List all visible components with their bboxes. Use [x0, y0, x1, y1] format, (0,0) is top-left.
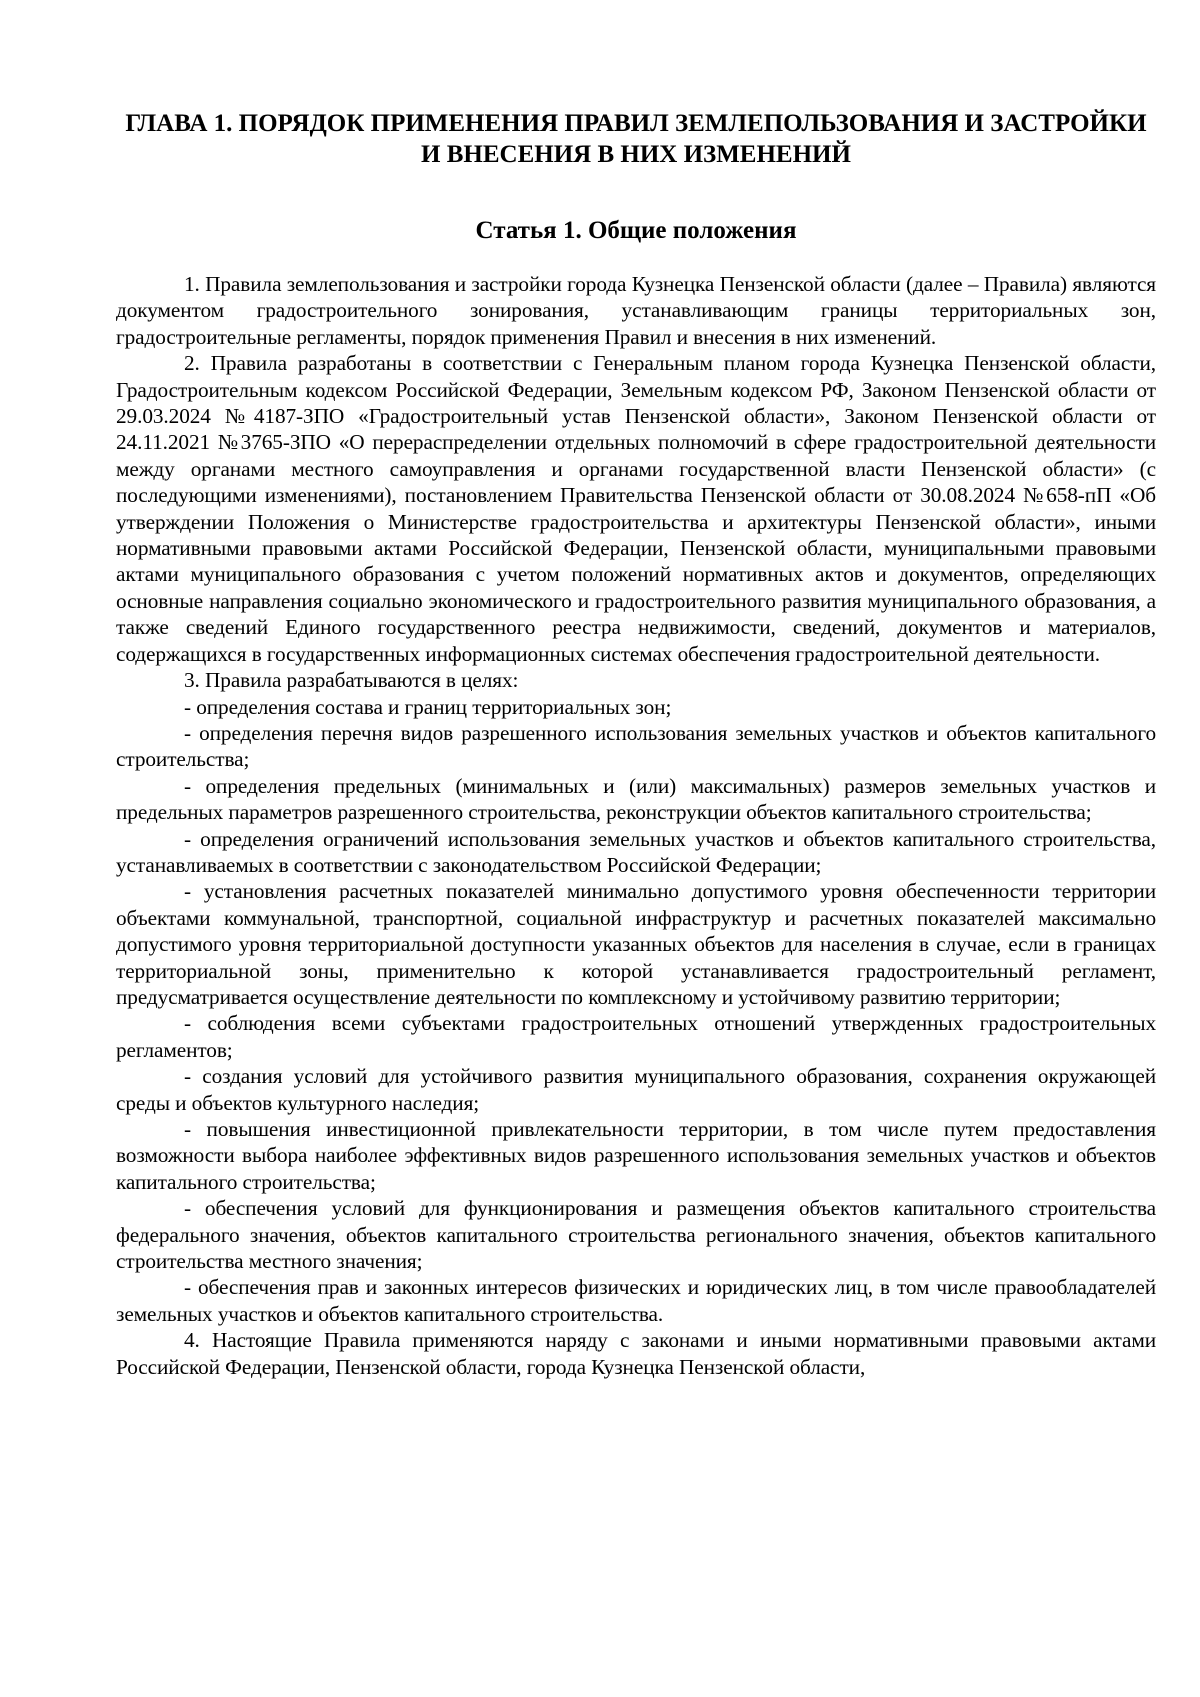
- list-item-rights: - обеспечения прав и законных интересов физических и юридических лиц, в том числе правообладателей земельных участков и объектов капитального строительства.: [116, 1275, 1156, 1326]
- list-item-sustainable-development: - создания условий для устойчивого развития муниципального образования, сохранения окружающей среды и объектов культурного наследия;: [116, 1064, 1156, 1115]
- chapter-title: ГЛАВА 1. ПОРЯДОК ПРИМЕНЕНИЯ ПРАВИЛ ЗЕМЛЕПОЛЬЗОВАНИЯ И ЗАСТРОЙКИ И ВНЕСЕНИЯ В НИХ ИЗМЕНЕНИЙ: [125, 110, 1147, 168]
- paragraph-3: 3. Правила разрабатываются в целях:: [184, 668, 519, 693]
- paragraph-2: 2. Правила разработаны в соответствии с Генеральным планом города Кузнецка Пензенской области, Градостроительным кодексом Российской Федерации, Земельным кодексом РФ, Законом Пензенской области от 29.03.2024 №4187-ЗПО «Градостроительный устав Пензенской области», Законом Пензенской области от 24.11.2021 №3765-ЗПО «О перераспределении отдельных полномочий в сфере градостроительной деятельности между органами местного самоуправления и органами государственной власти Пензенской области» (с последующими изменениями), постановлением Правительства Пензенской области от 30.08.2024 №658-пП «Об утверждении Положения о Министерстве градостроительства и архитектуры Пензенской области», иными нормативными правовыми актами Российской Федерации, Пензенской области, муниципальными правовыми актами муниципального образования с учетом положений нормативных актов и документов, определяющих основные направления социально экономического и градостроительного развития муниципального образования, а также сведений Единого государственного реестра недвижимости, сведений, документов и материалов, содержащихся в государственных информационных системах обеспечения градостроительной деятельности.: [116, 351, 1156, 666]
- document-page: [116, 108, 1156, 1380]
- list-item-permitted-uses: - определения перечня видов разрешенного использования земельных участков и объектов капитального строительства;: [116, 720, 1156, 772]
- list-item-restrictions: - определения ограничений использования земельных участков и объектов капитального строительства, устанавливаемых в соответствии с законодательством Российской Федерации;: [116, 826, 1156, 877]
- list-item-infrastructure: - обеспечения условий для функционирования и размещения объектов капитального строительства федерального значения, объектов капитального строительства регионального значения, объектов капитального строительства местного значения;: [116, 1196, 1156, 1274]
- list-item-limit-sizes: - определения предельных (минимальных и (или) максимальных) размеров земельных участков и предельных параметров разрешенного строительства, реконструкции объектов капитального строительства;: [116, 773, 1156, 825]
- list-item-compliance: - соблюдения всеми субъектами градостроительных отношений утвержденных градостроительных регламентов;: [116, 1011, 1156, 1062]
- paragraph-4: 4. Настоящие Правила применяются наряду с законами и иными нормативными правовыми актами Российской Федерации, Пензенской области, города Кузнецка Пензенской области,: [116, 1328, 1156, 1379]
- list-item-zones: - определения состава и границ территориальных зон;: [184, 694, 672, 719]
- list-item-investment: - повышения инвестиционной привлекательности территории, в том числе путем предоставления возможности выбора наиболее эффективных видов разрешенного использования земельных участков и объектов капитального строительства;: [116, 1117, 1156, 1194]
- list-item-indicators: - установления расчетных показателей минимально допустимого уровня обеспеченности территории объектами коммунальной, транспортной, социальной инфраструктур и расчетных показателей максимально допустимого уровня территориальной доступности указанных объектов для населения в случае, если в границах территориальной зоны, применительно к которой устанавливается градостроительный регламент, предусматривается осуществление деятельности по комплексному и устойчивому развитию территории;: [116, 879, 1156, 1009]
- article-title: Статья 1. Общие положения: [475, 217, 797, 244]
- paragraph-1: 1. Правила землепользования и застройки города Кузнецка Пензенской области (далее – Правила) являются документом градостроительного зонирования, устанавливающим границы территориальных зон, градостроительные регламенты, порядок применения Правил и внесения в них изменений.: [116, 272, 1156, 349]
